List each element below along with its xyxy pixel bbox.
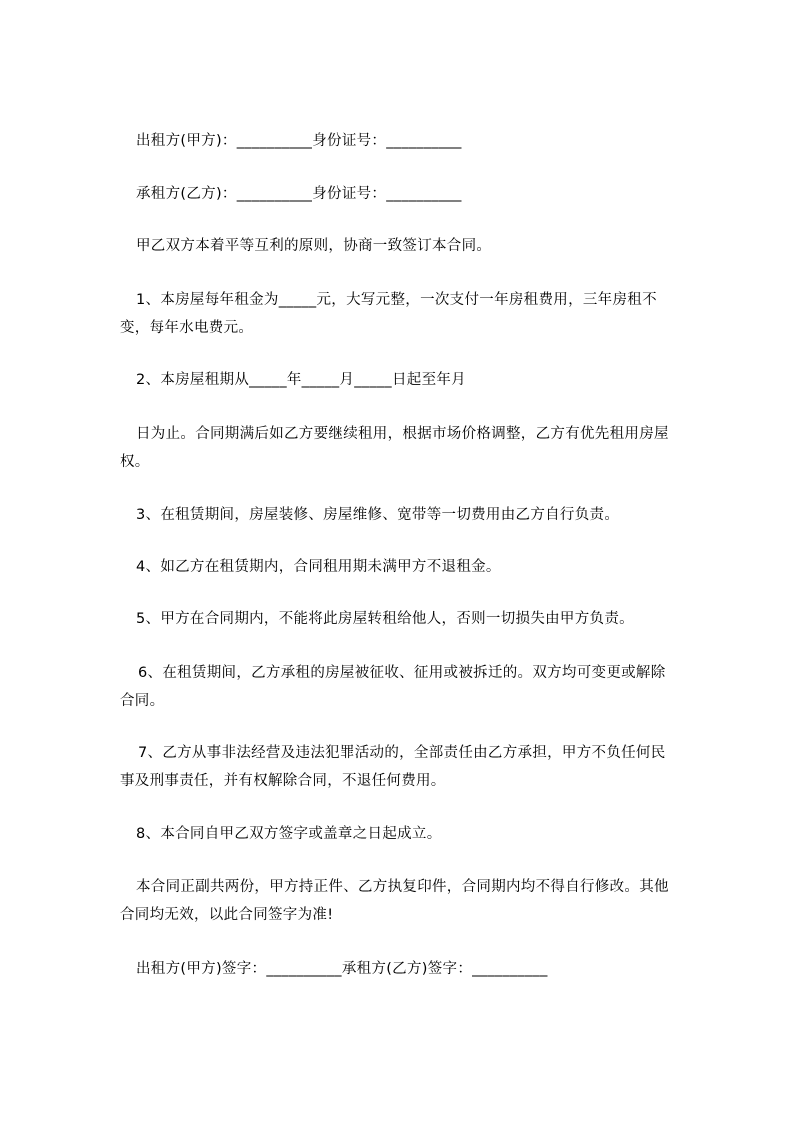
- clause-5: 5、甲方在合同期内，不能将此房屋转租给他人，否则一切损失由甲方负责。: [136, 611, 634, 627]
- closing-paragraph: 本合同正副共两份，甲方持正件、乙方执复印件，合同期内均不得自行修改。其他合同均无效，以此合同签字为准!: [120, 879, 669, 923]
- clause-8: 8、本合同自甲乙双方签字或盖章之日起成立。: [136, 826, 442, 842]
- clause-3: 3、在租赁期间，房屋装修、房屋维修、宽带等一切费用由乙方自行负责。: [136, 507, 620, 523]
- clause-1: 1、本房屋每年租金为_____元，大写元整，一次支付一年房租费用，三年房租不变，每年水电费元。: [120, 292, 657, 336]
- intro-paragraph: 甲乙双方本着平等互利的原则，协商一致签订本合同。: [136, 238, 492, 254]
- lessee-line: 承租方(乙方)：__________身份证号：__________: [136, 186, 462, 202]
- clause-6: 6、在租赁期间，乙方承租的房屋被征收、征用或被拆迁的。双方均可变更或解除合同。: [120, 665, 666, 709]
- clause-4: 4、如乙方在租赁期内，合同租用期未满甲方不退租金。: [136, 559, 501, 575]
- lessor-line: 出租方(甲方)：__________身份证号：__________: [136, 133, 462, 149]
- clause-2-head: 2、本房屋租期从_____年_____月_____日起至年月: [136, 372, 466, 388]
- signature-line: 出租方(甲方)签字：__________承租方(乙方)签字：__________: [136, 961, 548, 977]
- clause-2-tail: 日为止。合同期满后如乙方要继续租用，根据市场价格调整，乙方有优先租用房屋权。: [120, 426, 669, 470]
- clause-7: 7、乙方从事非法经营及违法犯罪活动的，全部责任由乙方承担，甲方不负任何民事及刑事责任，并有权解除合同，不退任何费用。: [120, 745, 666, 789]
